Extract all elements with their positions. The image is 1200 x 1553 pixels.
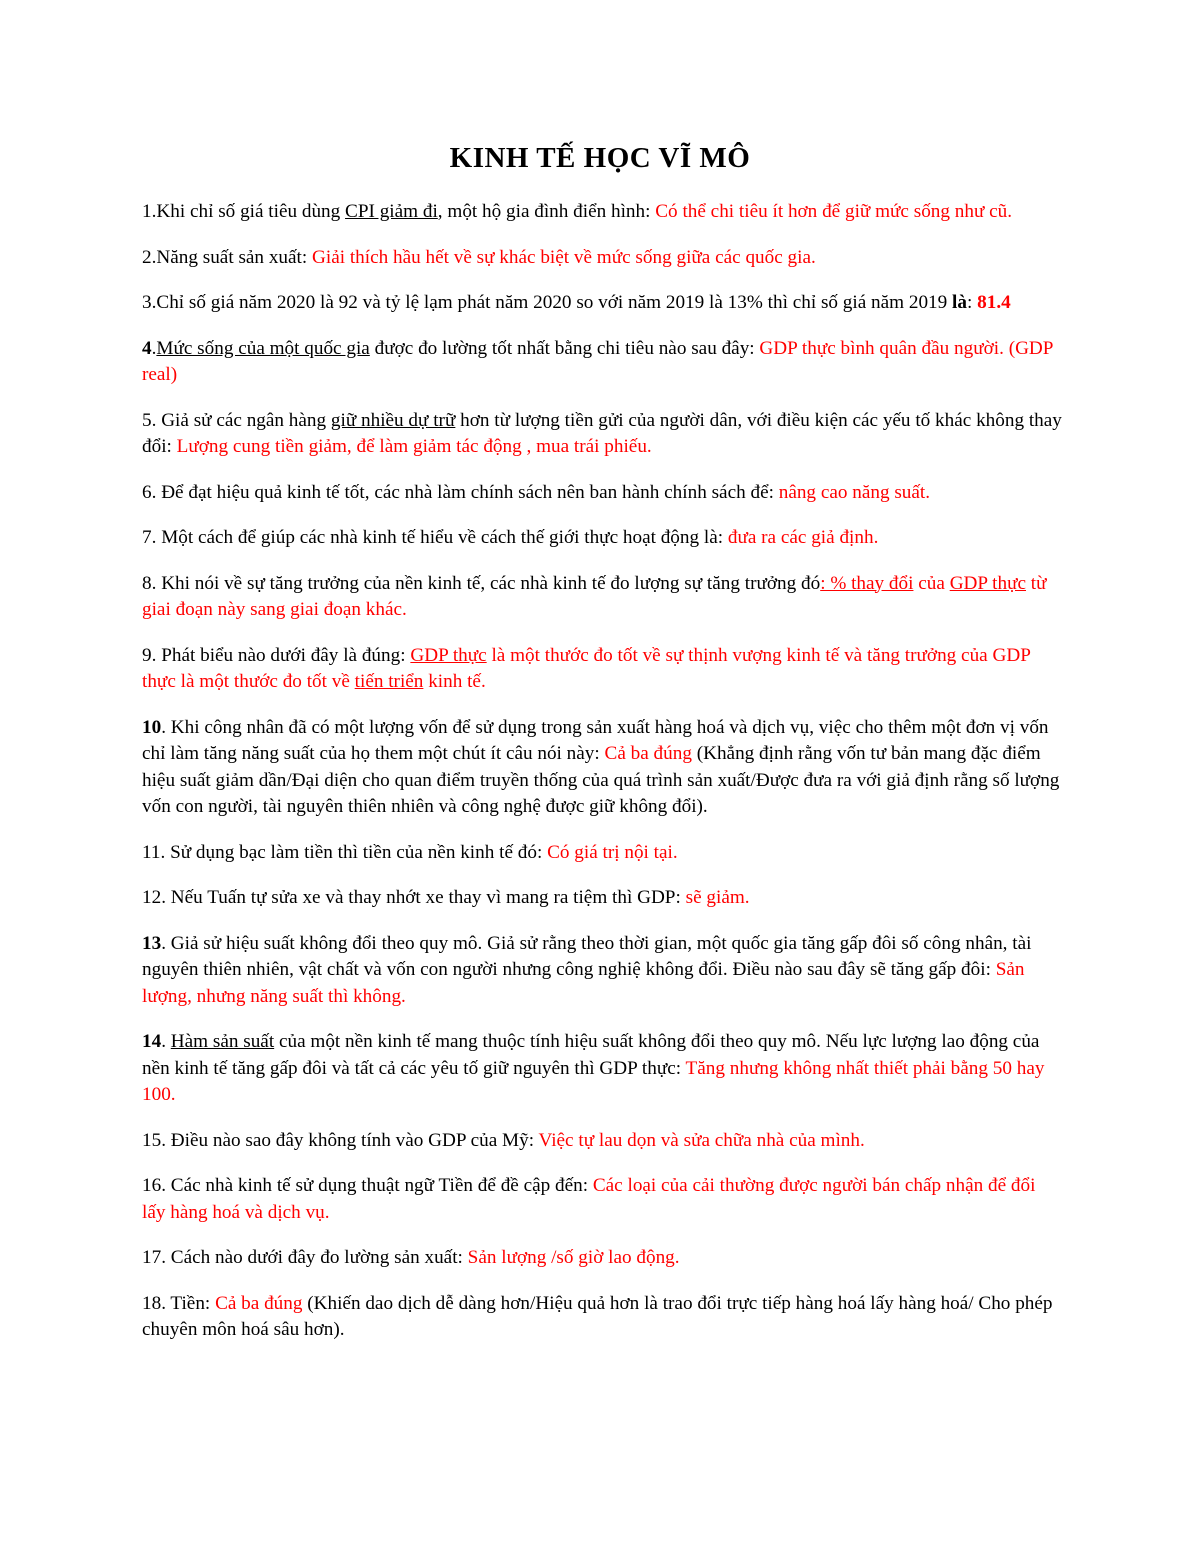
answer-text: Có giá trị nội tại. [547, 841, 678, 863]
question-item-16 [142, 1173, 1062, 1226]
question-list [142, 199, 1062, 1363]
answer-underlined: GDP thực [410, 644, 487, 666]
underlined-term: CPI giảm đi [345, 201, 438, 222]
question-item-17 [142, 1245, 1062, 1272]
underlined-term: giữ nhiều dự trữ [330, 409, 456, 431]
question-text: (Khẳng định rằng vốn tư bản mang đặc điểm hiệu suất giảm dần/Đại diện cho quan điểm truyền thống của quá trình sản xuất/Được đưa ra với giả định rằng số lượng vốn con người, tài nguyên thiên nhiên và công nghệ được giữ không đổi). [142, 743, 1060, 817]
answer-text: nâng cao năng suất. [778, 481, 931, 503]
answer-text: Các loại của cải thường được người bán chấp nhận để đổi lấy hàng hoá và dịch vụ. [142, 1175, 1036, 1223]
document-title: KINH TẾ HỌC VĨ MÔ [449, 142, 751, 174]
question-text: 3.Chỉ số giá năm 2020 là 92 và tỷ lệ lạm phát năm 2020 so với năm 2019 là 13% thì chỉ số giá năm 2019 [142, 292, 953, 313]
question-item-13 [142, 931, 1062, 1011]
question-text: 1.Khi chỉ số giá tiêu dùng [142, 201, 346, 222]
question-text: 6. Để đạt hiệu quả kinh tế tốt, các nhà làm chính sách nên ban hành chính sách để: [142, 481, 779, 503]
question-text: 5. Giả sử các ngân hàng [142, 409, 331, 431]
question-text: 9. Phát biểu nào dưới đây là đúng: [142, 644, 411, 666]
question-number: 14 [142, 1031, 162, 1052]
question-item-4 [142, 336, 1062, 389]
answer-text: Có thể chi tiêu ít hơn để giữ mức sống như cũ. [655, 201, 1013, 222]
question-text: (Khiến dao dịch dễ dàng hơn/Hiệu quả hơn là trao đổi trực tiếp hàng hoá lấy hàng hoá/ Cho phép chuyên môn hoá sâu hơn). [142, 1292, 1053, 1340]
question-text: 2.Năng suất sản xuất: [142, 246, 312, 268]
bold-text: là [952, 292, 967, 313]
question-number: 13 [142, 932, 162, 954]
question-text: . [161, 1031, 171, 1052]
question-text: . Giả sử hiệu suất không đổi theo quy mô. Giả sử rằng theo thời gian, một quốc gia tăng gấp đôi số công nhân, tài nguyên thiên nhiên, vật chất và vốn con người nhưng công nghiệ không đổi. Điều nào sau đây sẽ tăng gấp đôi: [142, 932, 1032, 980]
question-number: 10 [142, 716, 162, 738]
question-item-7 [142, 525, 1062, 552]
question-text: 18. Tiền: [142, 1292, 216, 1314]
question-text: 16. Các nhà kinh tế sử dụng thuật ngữ Tiền để đề cập đến: [142, 1175, 593, 1196]
question-text: 15. Điều nào sao đây không tính vào GDP của Mỹ: [142, 1129, 539, 1151]
answer-underlined: tiến triển [354, 671, 424, 692]
question-item-1 [142, 199, 1062, 226]
question-text: , một hộ gia đình điển hình: [437, 201, 656, 222]
question-item-9 [142, 643, 1062, 696]
question-item-5 [142, 408, 1062, 461]
answer-underlined: GDP thực [949, 572, 1026, 594]
answer-text: Sản lượng /số giờ lao động. [467, 1247, 680, 1268]
answer-text: sẽ giảm. [685, 887, 750, 908]
answer-text: là một thước đo tốt về sự thịnh vượng kinh tế và tăng trưởng của GDP thực là một thước đo tốt về [142, 644, 1031, 692]
question-text: 11. Sử dụng bạc làm tiền thì tiền của nền kinh tế đó: [142, 841, 548, 863]
question-item-11 [142, 840, 1062, 867]
answer-text: Tăng nhưng không nhất thiết phải bằng 50 hay 100. [142, 1057, 1045, 1105]
answer-text: 81.4 [977, 292, 1011, 313]
question-item-10 [142, 715, 1062, 821]
answer-text: Giải thích hầu hết về sự khác biệt về mức sống giữa các quốc gia. [312, 246, 816, 268]
answer-text: GDP thực bình quân đầu người. (GDP real) [142, 337, 1053, 385]
question-item-6 [142, 480, 1062, 507]
question-text: 8. Khi nói về sự tăng trưởng của nền kinh tế, các nhà kinh tế đo lượng sự tăng trưởng đó [142, 572, 821, 594]
underlined-term: Mức sống của một quốc gia [156, 337, 370, 359]
question-item-3 [142, 290, 1062, 317]
answer-text: Cả ba đúng [215, 1292, 303, 1314]
answer-text: Sản lượng, nhưng năng suất thì không. [142, 959, 1025, 1007]
question-text: . Khi công nhân đã có một lượng vốn để sử dụng trong sản xuất hàng hoá và dịch vụ, việc cho thêm một đơn vị vốn chỉ làm tăng năng suất của họ them một chút ít câu nói này: [142, 716, 1049, 764]
question-number: 4 [142, 337, 152, 359]
question-item-2 [142, 245, 1062, 272]
question-text: được đo lường tốt nhất bằng chi tiêu nào sau đây: [369, 337, 760, 359]
answer-text: của [913, 572, 950, 594]
answer-text: Lượng cung tiền giảm, để làm giảm tác động , mua trái phiếu. [176, 436, 652, 457]
question-text: 12. Nếu Tuấn tự sửa xe và thay nhớt xe thay vì mang ra tiệm thì GDP: [142, 887, 686, 908]
answer-text: Việc tự lau dọn và sửa chữa nhà của mình. [538, 1129, 865, 1151]
question-item-15 [142, 1128, 1062, 1155]
answer-text: từ giai đoạn này sang giai đoạn khác. [142, 572, 1047, 620]
question-text: của một nền kinh tế mang thuộc tính hiệu suất không đổi theo quy mô. Nếu lực lượng lao động của nền kinh tế tăng gấp đôi và tất cả các yêu tố giữ nguyên thì GDP thực: [142, 1031, 1040, 1079]
question-text: hơn từ lượng tiền gửi của người dân, với điều kiện các yếu tố khác không thay đổi: [142, 409, 1062, 457]
question-item-14 [142, 1029, 1062, 1109]
answer-text: đưa ra các giả định. [727, 527, 879, 548]
question-item-8 [142, 571, 1062, 624]
underlined-term: Hàm sản suất [170, 1031, 275, 1052]
question-text: : [966, 292, 978, 313]
question-text: . [151, 337, 157, 359]
question-item-12 [142, 885, 1062, 912]
answer-underlined: : % thay đổi [820, 572, 914, 594]
question-text: 17. Cách nào dưới đây đo lường sản xuất: [142, 1247, 468, 1268]
answer-text: Cả ba đúng [604, 743, 692, 764]
question-text: 7. Một cách để giúp các nhà kinh tế hiểu về cách thế giới thực hoạt động là: [142, 527, 728, 548]
question-item-18 [142, 1291, 1062, 1344]
answer-text: kinh tế. [423, 671, 486, 692]
